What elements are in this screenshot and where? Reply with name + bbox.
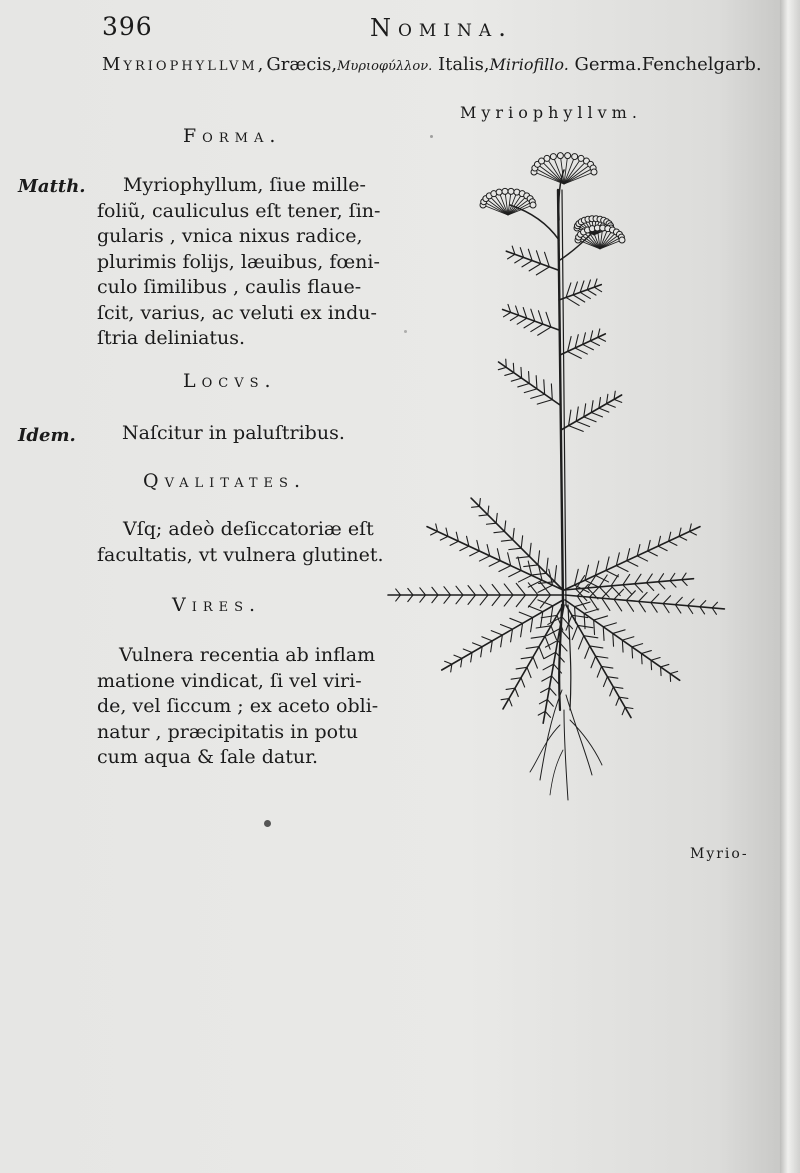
latin-name: Myriophyllvm, xyxy=(102,54,267,75)
figure-title: Myriophyllvm. xyxy=(460,103,642,122)
text-line: de, vel ſiccum ; ex aceto obli- xyxy=(97,695,379,717)
running-title: Nomina. xyxy=(370,14,513,42)
text-line: Naſcitur in paluſtribus. xyxy=(122,422,345,444)
text-line: gularis , vnica nixus radice, xyxy=(97,225,363,247)
paragraph-vires xyxy=(97,643,378,771)
text-line: foliũ, cauliculus eſt tener, ſin- xyxy=(97,199,381,222)
names-line xyxy=(102,54,762,75)
text-line: Myriophyllum, ſiue mille- xyxy=(123,174,366,196)
margin-note-matth: Matth. xyxy=(18,176,86,197)
german-name: Fenchelgarb. xyxy=(641,54,762,75)
paragraph-forma xyxy=(97,173,380,352)
heading-locus: Locvs. xyxy=(183,370,277,392)
italian-name: Miriofillo. xyxy=(489,55,569,74)
greek-name: Μυριοφύλλον. xyxy=(337,59,433,74)
paragraph-qualitates xyxy=(97,517,384,568)
margin-note-idem: Idem. xyxy=(18,425,76,446)
page-number: 396 xyxy=(102,12,153,41)
ink-speck xyxy=(264,820,271,827)
text-line: ſtria deliniatus. xyxy=(97,327,246,349)
heading-qualitates: Qvalitates. xyxy=(143,470,306,492)
text-line: plurimis folijs, læuibus, fœni- xyxy=(97,250,380,273)
heading-forma: Forma. xyxy=(183,125,282,147)
text-line: cum aqua & ſale datur. xyxy=(97,746,319,768)
text-line: culo ſimilibus , caulis flaue- xyxy=(97,276,362,298)
text-line: Vulnera recentia ab inflam xyxy=(119,644,376,666)
text-line: ſcit, varius, ac veluti ex indu- xyxy=(97,301,377,324)
italis-label: Italis, xyxy=(437,54,490,75)
text-line: matione vindicat, ſi vel viri- xyxy=(97,669,362,692)
catchword: Myrio- xyxy=(690,846,749,862)
germa-label: Germa. xyxy=(574,54,642,75)
plant-woodcut-illustration xyxy=(380,150,730,810)
page-gutter xyxy=(780,0,800,1173)
ink-speck xyxy=(430,135,433,138)
paragraph-locus xyxy=(122,421,345,447)
graecis-label: Græcis, xyxy=(266,54,338,75)
heading-vires: Vires. xyxy=(172,594,262,616)
text-line: natur , præcipitatis in potu xyxy=(97,720,358,743)
text-line: Vſq; adeò deſiccatoriæ eſt xyxy=(123,518,374,540)
text-line: facultatis, vt vulnera glutinet. xyxy=(97,543,384,566)
